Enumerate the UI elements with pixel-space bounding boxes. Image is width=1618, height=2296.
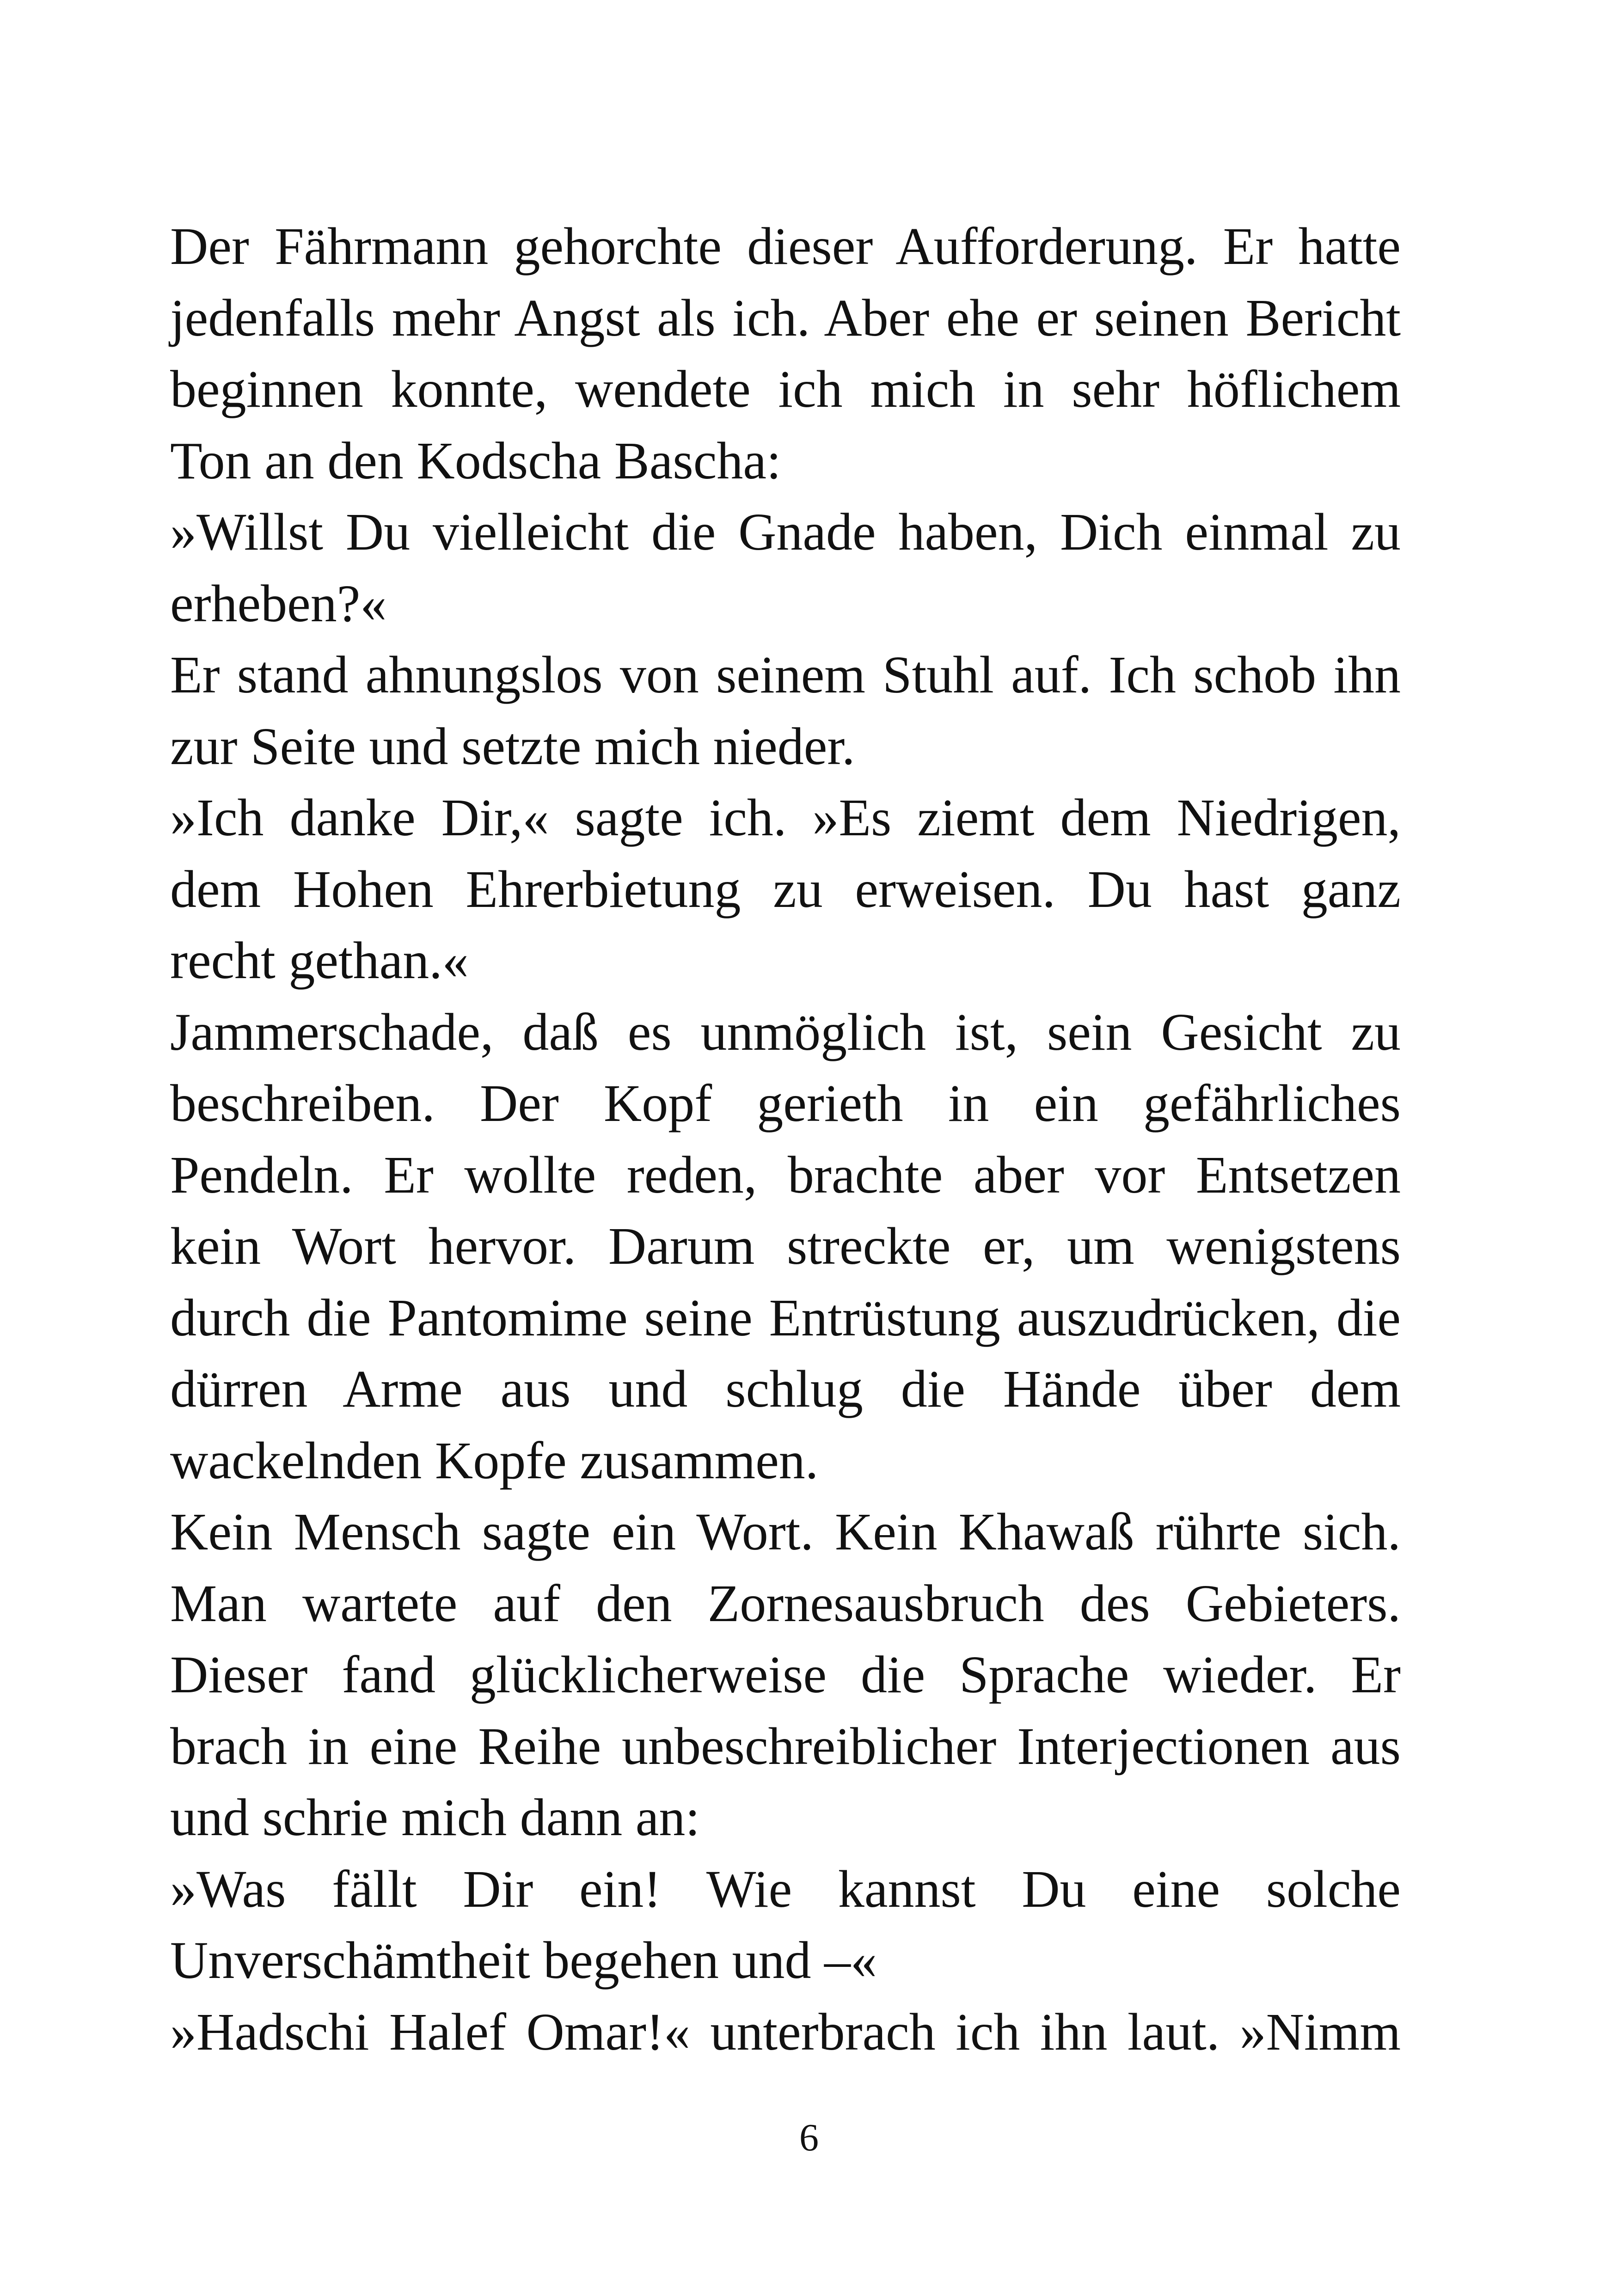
text-line: dürren Arme aus und schlug die Hände über dem	[170, 1359, 1401, 1418]
text-line: »Ich danke Dir,« sagte ich. »Es ziemt dem Niedrigen,	[170, 788, 1401, 847]
text-line: Ton an den Kodscha Bascha:	[170, 431, 781, 490]
text-line: brach in eine Reihe unbeschreiblicher Interjectionen aus	[170, 1716, 1401, 1776]
text-line: kein Wort hervor. Darum streckte er, um wenigstens	[170, 1217, 1401, 1275]
text-line: beginnen konnte, wendete ich mich in sehr höflichem	[170, 360, 1401, 418]
page-number: 6	[799, 2116, 819, 2159]
text-line: wackelnden Kopfe zusammen.	[170, 1431, 819, 1490]
text-line: und schrie mich dann an:	[170, 1788, 700, 1847]
text-line: Kein Mensch sagte ein Wort. Kein Khawaß rührte sich.	[170, 1502, 1401, 1561]
text-line: beschreiben. Der Kopf gerieth in ein gefährliches	[170, 1074, 1401, 1133]
text-line: Dieser fand glücklicherweise die Sprache wieder. Er	[170, 1645, 1401, 1704]
text-line: dem Hohen Ehrerbietung zu erweisen. Du hast ganz	[170, 859, 1401, 918]
text-line: Der Fährmann gehorchte dieser Aufforderung. Er hatte	[170, 217, 1401, 276]
text-line: Man wartete auf den Zornesausbruch des Gebieters.	[170, 1574, 1401, 1633]
text-line: Pendeln. Er wollte reden, brachte aber vor Entsetzen	[170, 1145, 1401, 1204]
text-line: Unverschämtheit begehen und –«	[170, 1931, 877, 1990]
text-line: »Was fällt Dir ein! Wie kannst Du eine solche	[170, 1859, 1401, 1918]
text-line: recht gethan.«	[170, 931, 469, 990]
text-line: erheben?«	[170, 574, 387, 633]
text-line: durch die Pantomime seine Entrüstung auszudrücken, die	[170, 1288, 1401, 1347]
text-line: Jammerschade, daß es unmöglich ist, sein Gesicht zu	[170, 1002, 1401, 1061]
body-text	[170, 211, 1401, 2068]
text-line: zur Seite und setzte mich nieder.	[170, 716, 855, 776]
text-line: jedenfalls mehr Angst als ich. Aber ehe er seinen Bericht	[170, 288, 1401, 347]
text-line: »Hadschi Halef Omar!« unterbrach ich ihn laut. »Nimm	[170, 2002, 1401, 2061]
text-line: »Willst Du vielleicht die Gnade haben, Dich einmal zu	[170, 502, 1401, 561]
text-line: Er stand ahnungslos von seinem Stuhl auf. Ich schob ihn	[170, 645, 1401, 704]
